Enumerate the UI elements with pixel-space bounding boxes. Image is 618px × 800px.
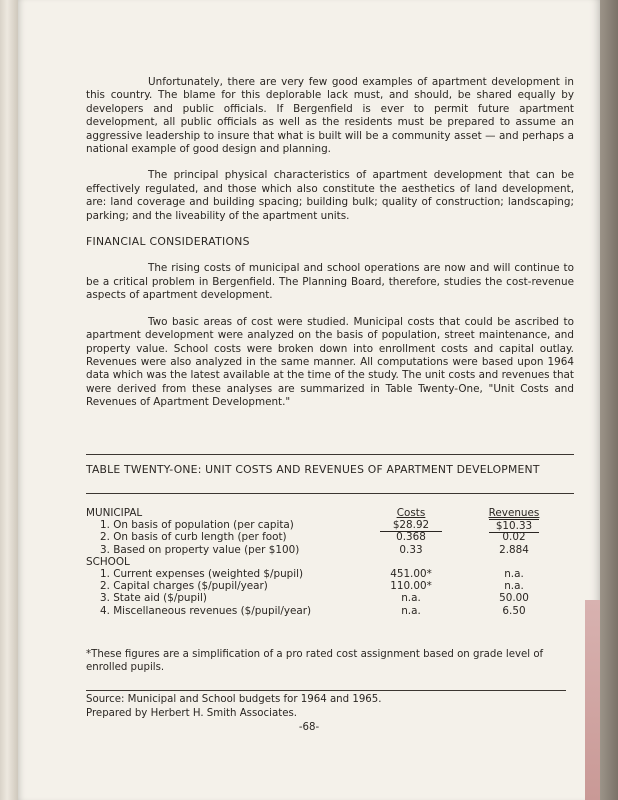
source-line: Source: Municipal and School budgets for 1964 and 1965. — [86, 694, 382, 705]
cost-value: 0.33 — [399, 543, 423, 556]
cost-value: 0.368 — [396, 531, 426, 544]
source-rule — [86, 690, 566, 691]
revenues-column-header: Revenues — [488, 507, 540, 519]
financial-considerations-heading: FINANCIAL CONSIDERATIONS — [86, 235, 250, 249]
table-row — [86, 592, 574, 604]
row-label: 3. State aid ($/pupil) — [100, 592, 207, 605]
prepared-by-line: Prepared by Herbert H. Smith Associates. — [86, 707, 298, 719]
paragraph-physical-characteristics: The principal physical characteristics of apartment development that can be effectively regulated, and those which also constitute the aesthetics of land development, are: land coverage and building spacing; building bulk; quality of construction; landscaping; parking; and the liveability of the apartment units. — [86, 169, 574, 222]
source-block — [86, 693, 382, 720]
paragraph-rising-costs: The rising costs of municipal and school operations are now and will continue to be a critical problem in Bergenfield. The Planning Board, therefore, studies the cost-revenue aspects of apartment development. — [86, 262, 574, 302]
table-footnote: *These figures are a simplification of a pro rated cost assignment based on grade level of enrolled pupils. — [86, 649, 544, 673]
paragraph-apartment-examples: Unfortunately, there are very few good examples of apartment development in this country. The blame for this deplorable lack must, and should, be shared equally by developers and public officials. If Bergenfield is ever to permit future apartment development, all public officials as well as the residents must be prepared to assume an aggressive leadership to insure that what is built will be a community asset — and perhaps a national example of good design and planning. — [86, 76, 574, 156]
cost-value: n.a. — [401, 592, 421, 605]
cost-value: 110.00* — [390, 580, 432, 593]
row-label: 2. Capital charges ($/pupil/year) — [100, 580, 268, 593]
revenue-value: n.a. — [504, 567, 524, 580]
row-label: 1. Current expenses (weighted $/pupil) — [100, 567, 304, 580]
revenue-value: 50.00 — [499, 592, 529, 605]
row-label: 2. On basis of curb length (per foot) — [100, 531, 287, 544]
row-label: 3. Based on property value (per $100) — [100, 543, 300, 556]
page-number: -68- — [298, 722, 320, 733]
row-label: 1. On basis of population (per capita) — [100, 519, 294, 532]
municipal-section-label: MUNICIPAL — [86, 507, 143, 519]
table-row — [86, 605, 574, 617]
pink-page-tab — [585, 600, 600, 800]
revenue-value: 2.884 — [499, 543, 529, 556]
cost-value: n.a. — [401, 604, 421, 617]
revenue-value: $10.33 — [480, 519, 548, 533]
body-text — [86, 76, 574, 423]
table-row — [86, 531, 574, 543]
table-header-row — [86, 507, 574, 519]
table-header-rule — [86, 493, 574, 494]
table-title: TABLE TWENTY-ONE: UNIT COSTS AND REVENUES OF APARTMENT DEVELOPMENT — [86, 463, 540, 476]
school-section-row — [86, 556, 574, 568]
table-row — [86, 568, 574, 580]
revenue-value: 6.50 — [502, 604, 526, 617]
cost-value: 451.00* — [390, 567, 432, 580]
row-label: 4. Miscellaneous revenues ($/pupil/year) — [100, 604, 312, 617]
school-section-label: SCHOOL — [86, 555, 130, 568]
table-row — [86, 519, 574, 531]
table-top-rule — [86, 454, 574, 455]
paragraph-cost-areas: Two basic areas of cost were studied. Municipal costs that could be ascribed to apartment development were analyzed on the basis of population, street maintenance, and property value. School costs were broken down into enrollment costs and capital outlay. Revenues were also analyzed in the same manner. All computations were based upon 1964 data which was the latest available at the time of the study. The unit costs and revenues that were derived from these analyses are summarized in Table Twenty-One, "Unit Costs and Revenues of Apartment Development." — [86, 315, 574, 409]
table-row — [86, 544, 574, 556]
costs-column-header: Costs — [396, 507, 426, 519]
paper-stack-left-edge — [0, 0, 18, 800]
page-right-shadow — [600, 0, 618, 800]
revenue-value: n.a. — [504, 580, 524, 593]
table-row — [86, 580, 574, 592]
revenue-value: 0.02 — [502, 531, 526, 544]
cost-value: $28.92 — [380, 519, 442, 532]
unit-costs-table — [86, 507, 574, 617]
